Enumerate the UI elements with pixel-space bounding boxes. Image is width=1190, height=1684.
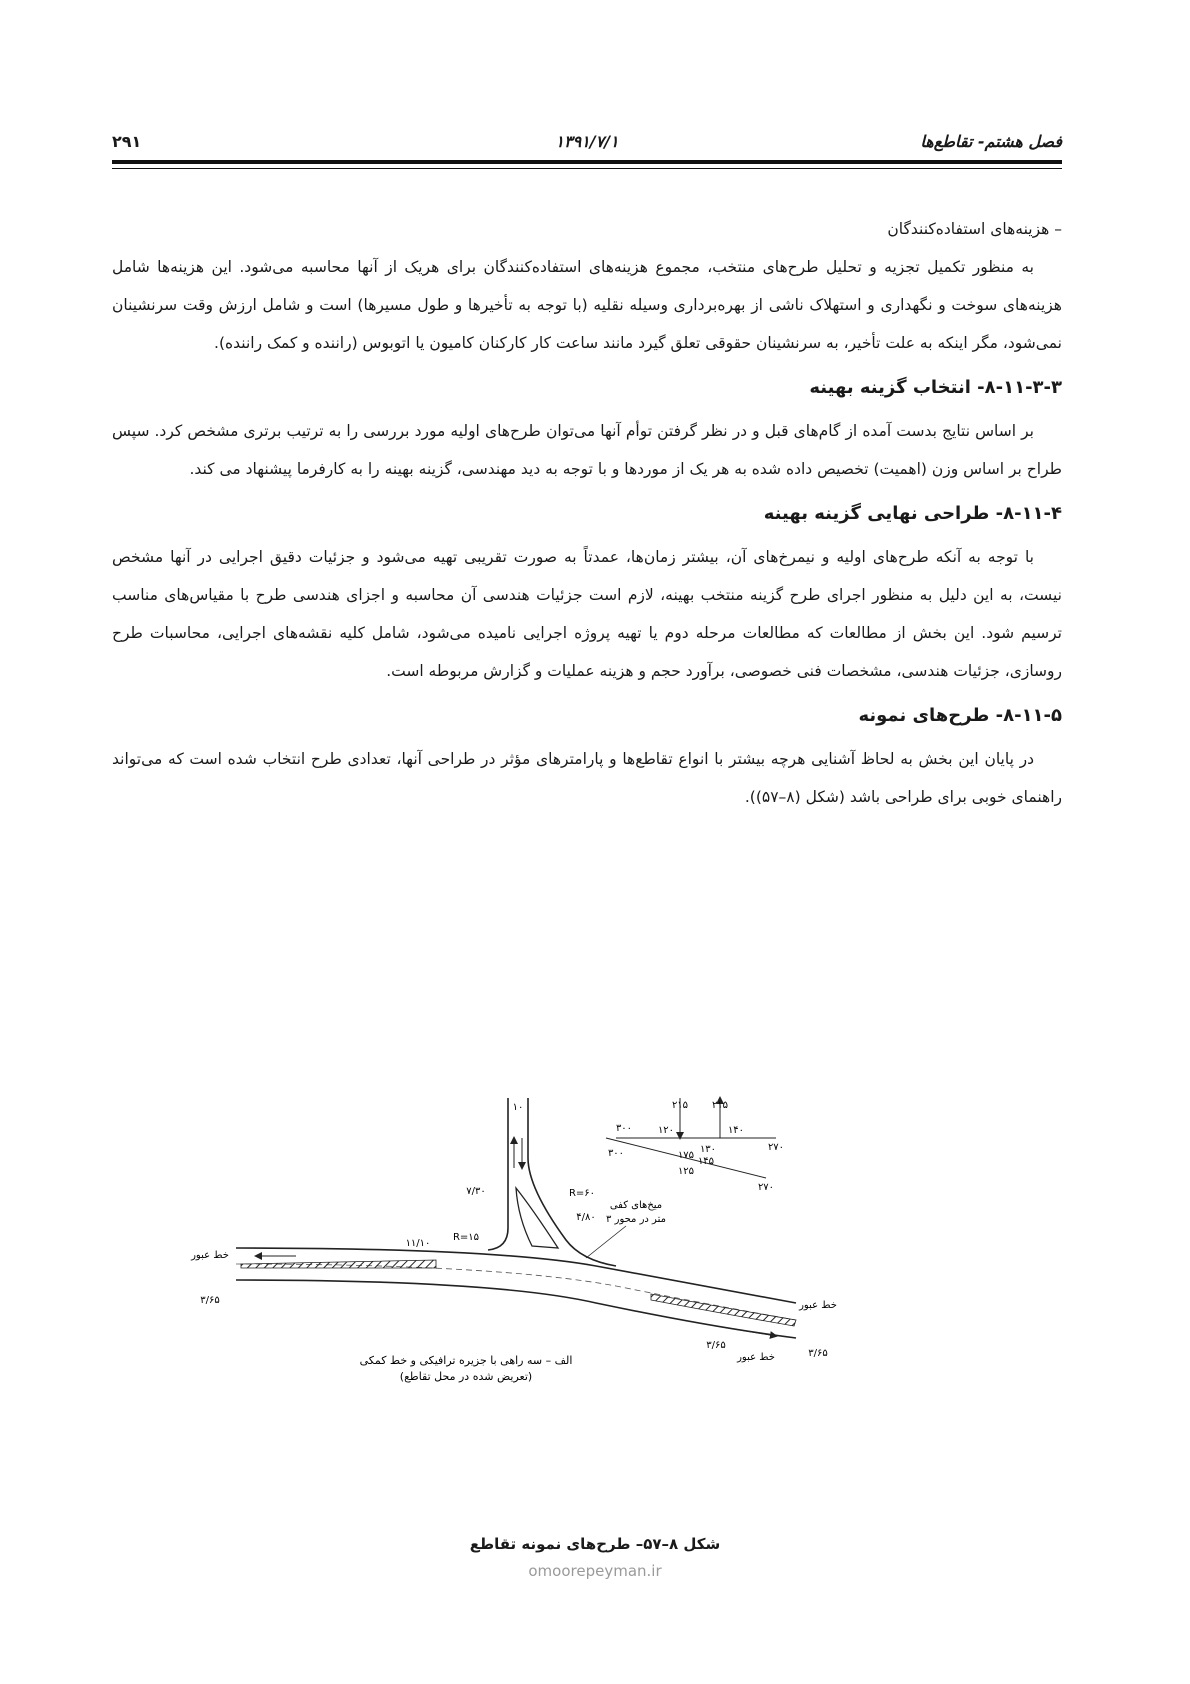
paragraph-final-design: با توجه به آنکه طرح‌های اولیه و نیمرخ‌های آن، بیشتر زمان‌ها، عمدتاً به صورت تقریبی تهیه می‌شود و جزئیات دقیق اجرایی در آنها مشخص نیست، به این دلیل به منظور اجرای طرح گزینه منتخب بهینه، لازم است جزئیات هندسی آن محاسبه و اجزای هندسی طرح با مقیاس‌های مناسب ترسیم شود. این بخش از مطالعات که مطالعات مرحله دوم یا تهیه پروژه اجرایی نامیده می‌شود، شامل کلیه نقشه‌های اجرایی، محاسبات طرح روسازی، جزئیات هندسی، مشخصات فنی خصوصی، برآورد حجم و هزینه عملیات و گزارش مربوطه است.	[112, 548, 1062, 680]
watermark-url: omoorepeyman.ir	[528, 1562, 662, 1580]
left-hatched-median	[241, 1260, 436, 1268]
radius-15: R=۱۵	[452, 1232, 480, 1243]
intersection-figure	[191, 1098, 996, 1568]
dim-140: ۱۴۰	[727, 1125, 745, 1136]
dim-730: ۷/۳۰	[466, 1186, 486, 1197]
dim-1110: ۱۱/۱۰	[405, 1238, 431, 1249]
dim-480: ۴/۸۰	[576, 1212, 596, 1223]
dim-120: ۱۲۰	[657, 1125, 675, 1136]
lane-label-left: خط عبور	[191, 1250, 229, 1261]
dim-175: ۱۷۵	[677, 1150, 695, 1161]
note-line2: ۳ متر در محور	[606, 1214, 666, 1225]
paragraph-user-costs: به منظور تکمیل تجزیه و تحلیل طرح‌های منتخب، مجموع هزینه‌های استفاده‌کنندگان برای هریک از آنها محاسبه می‌شود. این هزینه‌ها شامل هزینه‌های سوخت و نگهداری و استهلاک ناشی از بهره‌برداری وسیله نقلیه (با توجه به تأخیرها و طول مسیرها) است و شامل ارزش وقت سرنشینان نمی‌شود، مگر اینکه به علت تأخیر، به سرنشینان حقوقی تعلق گیرد مانند ساعت کار کارکنان کامیون یا اتوبوس (راننده و کمک راننده).	[112, 258, 1062, 352]
bullet-item: – هزینه‌های استفاده‌کنندگان	[887, 220, 1062, 238]
minor-road-left-edge	[488, 1098, 508, 1250]
chapter-title: فصل هشتم- تقاطع‌ها	[920, 132, 1062, 151]
header-rule-thin	[112, 168, 1062, 169]
dim-215b: ۲۱۵	[711, 1100, 729, 1111]
main-arrow-right	[716, 1326, 776, 1336]
note-line1: میخ‌های کفی	[609, 1200, 663, 1211]
dim-270b: ۲۷۰	[757, 1182, 775, 1193]
page-header	[112, 128, 1062, 160]
page-number: ۲۹۱	[112, 132, 142, 151]
lane-label-bottom: خط عبور	[737, 1352, 775, 1363]
dim-300a: ۳۰۰	[615, 1123, 633, 1134]
header-date: ۱۳۹۱/۷/۱	[555, 132, 619, 151]
dim-10: ۱۰	[512, 1102, 524, 1113]
dim-365-bottom: ۳/۶۵	[706, 1340, 726, 1351]
lane-label-right: خط عبور	[799, 1300, 837, 1311]
dim-270a: ۲۷۰	[767, 1142, 785, 1153]
paragraph-optimal-selection: بر اساس نتایج بدست آمده از گام‌های قبل و در نظر گرفتن توأم آنها می‌توان طرح‌های اولیه مورد بررسی را به ترتیب برتری مشخص کرد. سپس طراح بر اساس وزن (اهمیت) تخصیص داده شده به هر یک از موردها و با توجه به دید مهندسی، گزینه بهینه را به کارفرما پیشنهاد می کند.	[112, 422, 1062, 478]
dim-300b: ۳۰۰	[607, 1148, 625, 1159]
dim-130: ۱۳۰	[699, 1144, 717, 1155]
page-body	[112, 210, 1062, 816]
header-rule-thick	[112, 160, 1062, 164]
dim-145: ۱۴۵	[697, 1156, 715, 1167]
paragraph-sample-designs: در پایان این بخش به لحاظ آشنایی هرچه بیشتر با انواع تقاطع‌ها و پارامترهای مؤثر در طراحی آنها، تعدادی طرح انتخاب شده است که می‌تواند راهنمای خوبی برای طراحی باشد (شکل (۸–۵۷)).	[112, 750, 1062, 806]
section-heading-final-design: ۸-۱۱-۴- طراحی نهایی گزینه بهینه	[763, 503, 1062, 524]
dim-365-right: ۳/۶۵	[808, 1348, 828, 1359]
main-road-top-edge	[236, 1248, 796, 1303]
dim-365-left: ۳/۶۵	[200, 1295, 220, 1306]
dim-215a: ۲۱۵	[671, 1100, 689, 1111]
sub-caption-line2: (تعریض شده در محل تقاطع)	[399, 1370, 533, 1383]
figure-caption: شکل ۸–۵۷– طرح‌های نمونه تقاطع	[469, 1535, 721, 1553]
section-heading-optimal-selection: ۸-۱۱-۳-۳- انتخاب گزینه بهینه	[809, 377, 1062, 398]
radius-60: R=۶۰	[568, 1188, 596, 1199]
sub-caption-line1: الف – سه راهی با جزیره ترافیکی و خط کمکی	[359, 1354, 573, 1367]
section-heading-sample-designs: ۸-۱۱-۵- طرح‌های نمونه	[858, 705, 1062, 726]
minor-road-right-edge	[528, 1098, 616, 1266]
dim-125: ۱۲۵	[677, 1166, 695, 1177]
